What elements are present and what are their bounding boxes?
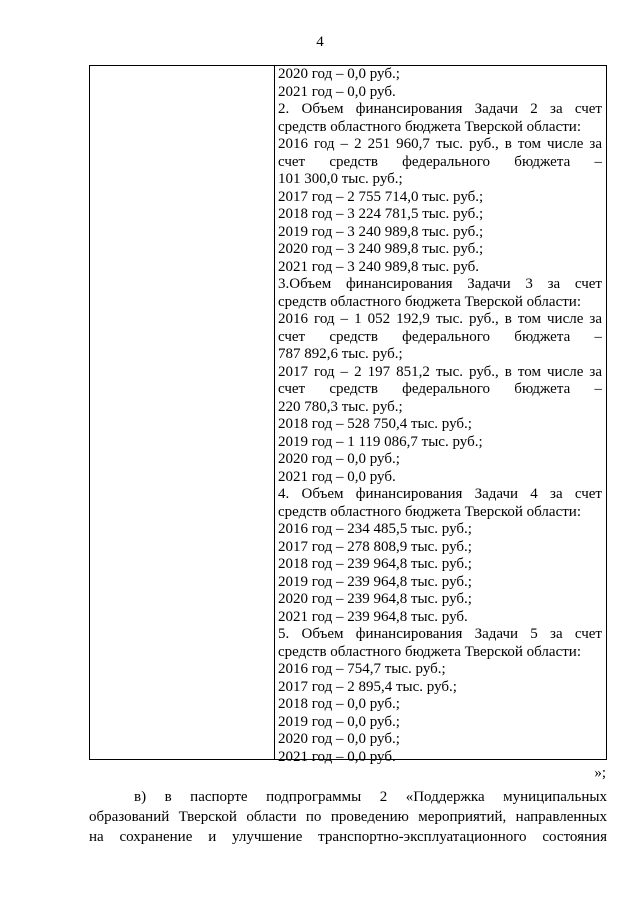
cell-line: 2. Объем финансирования Задачи 2 за счет — [278, 101, 602, 117]
cell-line: 2016 год – 2 251 960,7 тыс. руб., в том числе за — [278, 136, 602, 152]
cell-line: 2018 год – 0,0 руб.; — [278, 696, 400, 712]
cell-line: 2017 год – 2 197 851,2 тыс. руб., в том числе за — [278, 363, 602, 380]
cell-line: средств областного бюджета Тверской области: — [278, 503, 581, 520]
paragraph-line: на сохранение и улучшение транспортно-эксплуатационного состояния — [89, 829, 607, 845]
cell-line: 787 892,6 тыс. руб.; — [278, 346, 403, 362]
paragraph-line: в) в паспорте подпрограммы 2 «Поддержка муниципальных — [134, 789, 607, 805]
cell-line: средств областного бюджета Тверской области: — [278, 643, 581, 660]
cell-line: 2021 год – 0,0 руб. — [278, 468, 396, 485]
cell-line: 2017 год – 278 808,9 тыс. руб.; — [278, 538, 472, 555]
cell-line: 2017 год – 2 895,4 тыс. руб.; — [278, 678, 457, 695]
cell-line: счет средств федерального бюджета – — [278, 153, 602, 170]
cell-line: 2021 год – 0,0 руб. — [278, 83, 396, 100]
cell-line: 2019 год – 0,0 руб.; — [278, 713, 400, 730]
cell-line: 2019 год – 239 964,8 тыс. руб.; — [278, 573, 472, 590]
cell-line: 2016 год – 754,7 тыс. руб.; — [278, 661, 446, 677]
cell-line: 2020 год – 239 964,8 тыс. руб.; — [278, 591, 472, 607]
cell-line: 220 780,3 тыс. руб.; — [278, 398, 403, 415]
cell-line: 2020 год – 3 240 989,8 тыс. руб.; — [278, 241, 484, 257]
cell-line: 2016 год – 234 485,5 тыс. руб.; — [278, 521, 472, 537]
cell-line: 101 300,0 тыс. руб.; — [278, 171, 403, 187]
cell-line: 2020 год – 0,0 руб.; — [278, 731, 400, 747]
cell-line: 2017 год – 2 755 714,0 тыс. руб.; — [278, 188, 484, 205]
cell-line: 2020 год – 0,0 руб.; — [278, 66, 400, 82]
cell-line: 2018 год – 239 964,8 тыс. руб.; — [278, 556, 472, 572]
column-divider — [274, 66, 275, 759]
cell-line: 2019 год – 1 119 086,7 тыс. руб.; — [278, 433, 483, 450]
paragraph-line: образований Тверской области по проведению мероприятий, направленных — [89, 809, 607, 825]
cell-line: 2018 год – 3 224 781,5 тыс. руб.; — [278, 206, 484, 222]
cell-line: 2021 год – 239 964,8 тыс. руб. — [278, 608, 468, 625]
cell-line: 2018 год – 528 750,4 тыс. руб.; — [278, 416, 472, 432]
page-number: 4 — [316, 34, 324, 50]
cell-line: 3.Объем финансирования Задачи 3 за счет — [278, 276, 602, 292]
cell-line: средств областного бюджета Тверской области: — [278, 293, 581, 310]
cell-line: счет средств федерального бюджета – — [278, 381, 602, 397]
financing-cell — [278, 66, 602, 766]
cell-line: 2021 год – 3 240 989,8 тыс. руб. — [278, 258, 480, 275]
cell-line: 2019 год – 3 240 989,8 тыс. руб.; — [278, 223, 484, 240]
amendment-paragraph — [89, 787, 607, 847]
cell-line: 2020 год – 0,0 руб.; — [278, 451, 400, 467]
cell-line: средств областного бюджета Тверской области: — [278, 118, 581, 135]
cell-line: 2016 год – 1 052 192,9 тыс. руб., в том числе за — [278, 311, 602, 327]
cell-line: 2021 год – 0,0 руб. — [278, 748, 396, 765]
cell-line: 4. Объем финансирования Задачи 4 за счет — [278, 486, 602, 502]
closing-quote-mark: »; — [594, 765, 606, 781]
passport-table — [89, 65, 607, 765]
cell-line: счет средств федерального бюджета – — [278, 328, 602, 345]
cell-line: 5. Объем финансирования Задачи 5 за счет — [278, 626, 602, 642]
